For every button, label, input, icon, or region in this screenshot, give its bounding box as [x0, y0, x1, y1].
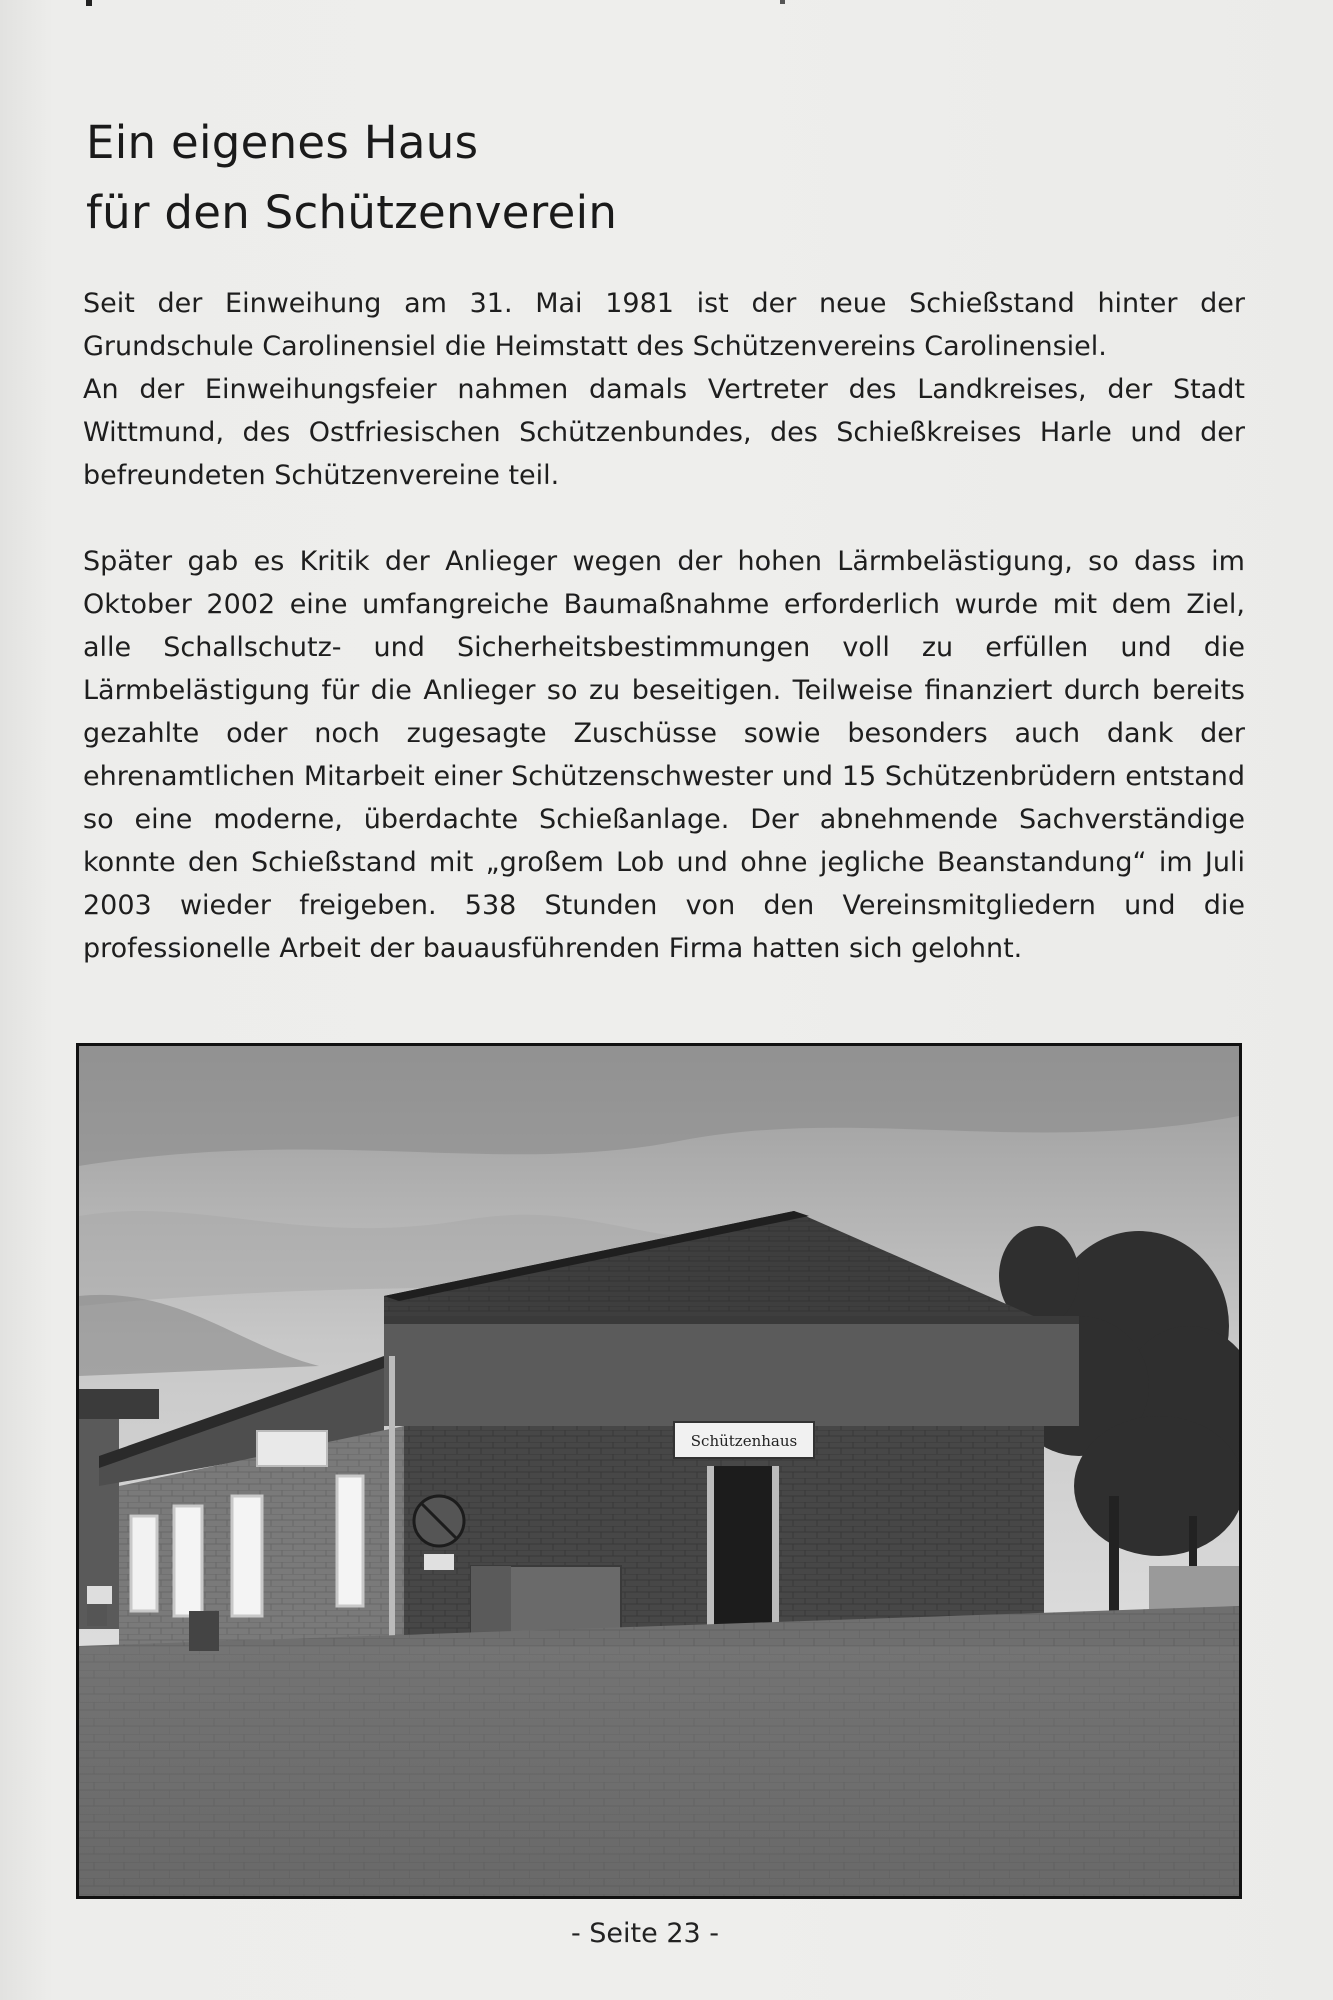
- title-line-1: Ein eigenes Haus: [86, 116, 479, 169]
- intro-paragraphs: [83, 282, 1245, 497]
- clubhouse-sign-text: Schützenhaus: [690, 1432, 798, 1450]
- paragraph-inauguration: An der Einweihungsfeier nahmen damals Vertreter des Landkreises, der Stadt Wittmund, des Ostfriesischen Schützenbundes, des Schießkreises Harle und der befreundeten Schützenvereine teil.: [83, 374, 1245, 491]
- top-edge-mark: [780, 0, 785, 4]
- paragraph-opening: Seit der Einweihung am 31. Mai 1981 ist der neue Schießstand hinter der Grundschule Carolinensiel die Heimstatt des Schützenvereins Carolinensiel.: [83, 288, 1245, 362]
- top-edge-mark: [86, 0, 92, 6]
- page-number: - Seite 23 -: [570, 1918, 720, 1949]
- page-title: [86, 108, 617, 248]
- title-line-2: für den Schützenverein: [86, 186, 618, 239]
- clubhouse-photo: [76, 1043, 1242, 1899]
- clubhouse-photo-drawing: [79, 1046, 1239, 1896]
- renovation-paragraph: [83, 540, 1245, 970]
- paragraph-renovation: Später gab es Kritik der Anlieger wegen der hohen Lärmbelästigung, so dass im Oktober 2002 eine umfangreiche Baumaßnahme erforderlich wurde mit dem Ziel, alle Schallschutz- und Sicherheitsbestimmungen voll zu erfüllen und die Lärmbelästigung für die Anlieger so zu beseitigen. Teilweise finanziert durch bereits gezahlte oder noch zugesagte Zuschüsse sowie besonders auch dank der ehrenamtlichen Mitarbeit einer Schützenschwester und 15 Schützenbrüdern entstand so eine moderne, überdachte Schießanlage. Der abnehmende Sachverständige konnte den Schießstand mit „großem Lob und ohne jegliche Beanstandung“ im Juli 2003 wieder freigeben. 538 Stunden von den Vereinsmitgliedern und die professionelle Arbeit der bauausführenden Firma hatten sich gelohnt.: [83, 546, 1245, 964]
